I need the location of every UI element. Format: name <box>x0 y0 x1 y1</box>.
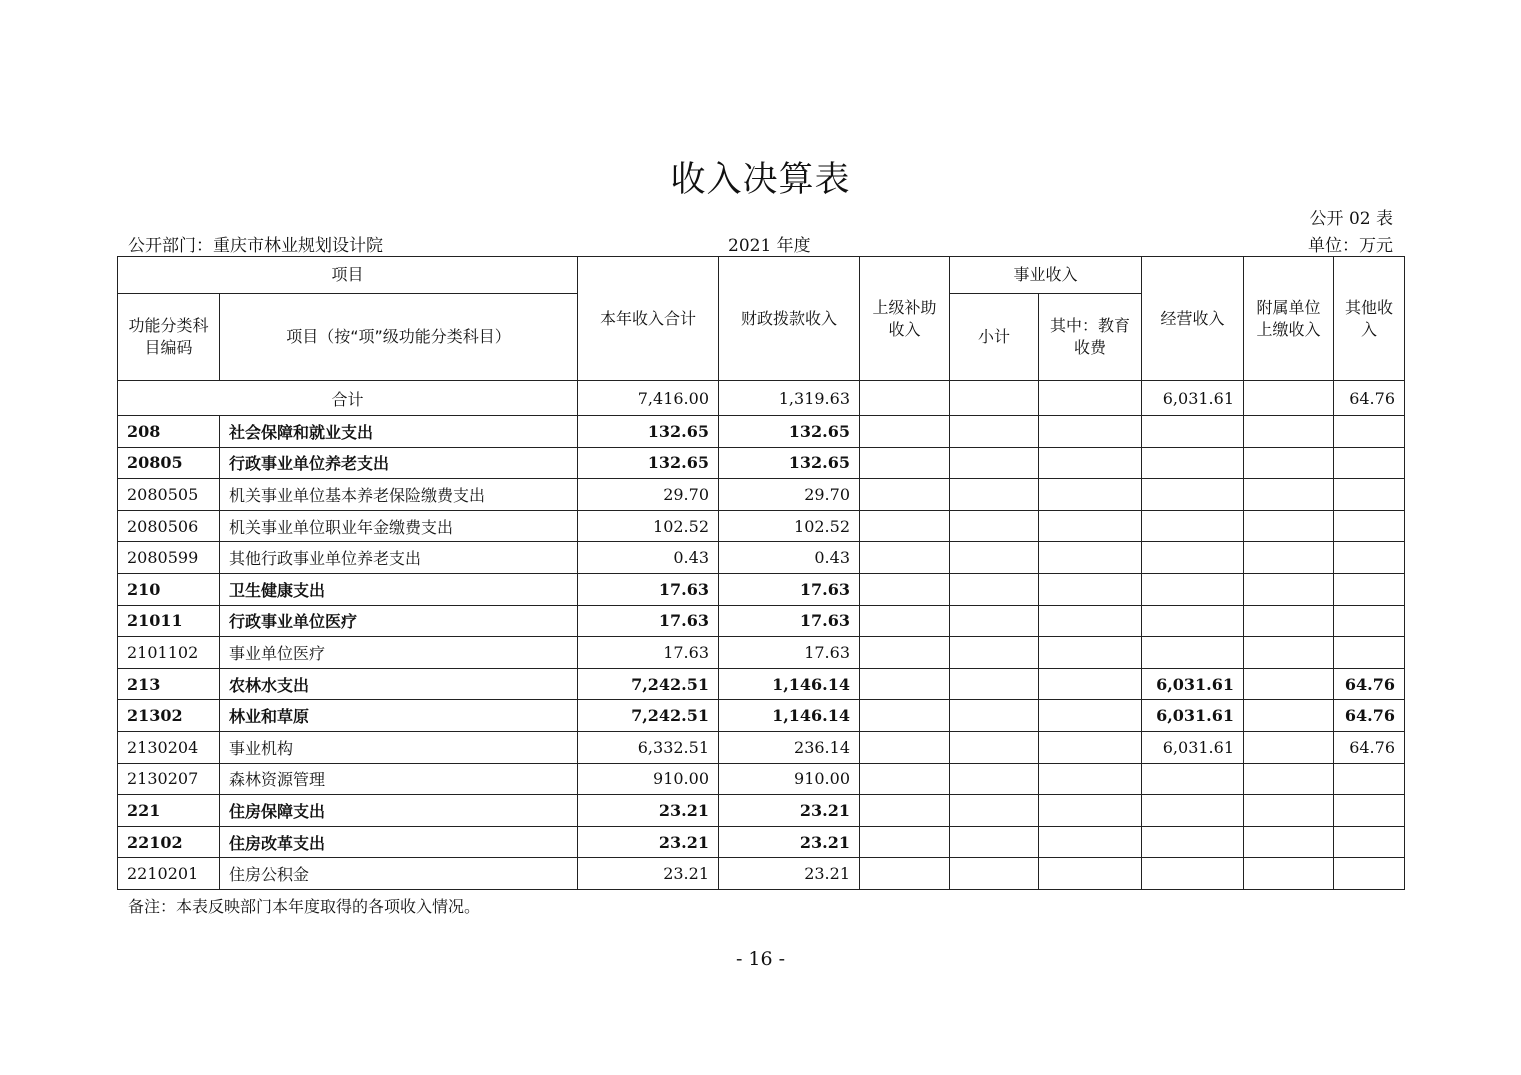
affiliated-cell <box>1244 416 1334 448</box>
subtotal-cell <box>950 416 1039 448</box>
superior-subsidy-cell <box>860 637 950 669</box>
form-number: 公开 02 表 <box>1309 209 1393 229</box>
page-number: - 16 - <box>735 948 786 970</box>
other-cell: 64.76 <box>1334 668 1405 700</box>
operating-cell: 6,031.61 <box>1142 668 1244 700</box>
affiliated-cell <box>1244 795 1334 827</box>
subtotal-cell <box>950 700 1039 732</box>
operating-cell <box>1142 447 1244 479</box>
name-cell: 事业单位医疗 <box>220 637 578 669</box>
other-cell <box>1334 510 1405 542</box>
subtotal-cell <box>950 763 1039 795</box>
table-header <box>118 257 1405 381</box>
total-income-cell: 23.21 <box>578 826 719 858</box>
superior-subsidy-cell <box>860 700 950 732</box>
name-cell: 行政事业单位养老支出 <box>220 447 578 479</box>
operating-cell <box>1142 416 1244 448</box>
superior-subsidy-cell <box>860 447 950 479</box>
total-other-cell: 64.76 <box>1334 381 1405 416</box>
table-row <box>118 731 1405 763</box>
subtotal-cell <box>950 795 1039 827</box>
table-row <box>118 542 1405 574</box>
affiliated-cell <box>1244 573 1334 605</box>
footnote: 备注：本表反映部门本年度取得的各项收入情况。 <box>128 897 481 916</box>
fiscal-cell: 29.70 <box>719 479 860 511</box>
other-cell <box>1334 637 1405 669</box>
superior-subsidy-cell <box>860 479 950 511</box>
other-cell <box>1334 573 1405 605</box>
total-income-cell: 23.21 <box>578 795 719 827</box>
page-title: 收入决算表 <box>670 160 851 200</box>
total-superior-cell <box>860 381 950 416</box>
subtotal-cell <box>950 858 1039 890</box>
header-edu-fee: 其中：教育收费 <box>1039 294 1142 381</box>
header-business-income: 事业收入 <box>950 257 1142 294</box>
fiscal-cell: 1,146.14 <box>719 700 860 732</box>
fiscal-year-label: 2021 年度 <box>728 236 811 256</box>
total-affiliated-cell <box>1244 381 1334 416</box>
edu-fee-cell <box>1039 826 1142 858</box>
other-cell <box>1334 416 1405 448</box>
subtotal-cell <box>950 731 1039 763</box>
subtotal-cell <box>950 637 1039 669</box>
table-row <box>118 763 1405 795</box>
edu-fee-cell <box>1039 479 1142 511</box>
operating-cell <box>1142 826 1244 858</box>
code-cell: 21011 <box>118 605 220 637</box>
code-cell: 22102 <box>118 826 220 858</box>
affiliated-cell <box>1244 447 1334 479</box>
code-cell: 2080505 <box>118 479 220 511</box>
total-row <box>118 381 1405 416</box>
name-cell: 机关事业单位基本养老保险缴费支出 <box>220 479 578 511</box>
name-cell: 机关事业单位职业年金缴费支出 <box>220 510 578 542</box>
total-income-cell: 29.70 <box>578 479 719 511</box>
affiliated-cell <box>1244 731 1334 763</box>
header-other: 其他收入 <box>1334 257 1405 381</box>
subtotal-cell <box>950 573 1039 605</box>
fiscal-cell: 236.14 <box>719 731 860 763</box>
edu-fee-cell <box>1039 700 1142 732</box>
fiscal-cell: 0.43 <box>719 542 860 574</box>
superior-subsidy-cell <box>860 826 950 858</box>
edu-fee-cell <box>1039 605 1142 637</box>
department-label: 公开部门：重庆市林业规划设计院 <box>128 236 383 256</box>
affiliated-cell <box>1244 700 1334 732</box>
other-cell <box>1334 542 1405 574</box>
superior-subsidy-cell <box>860 416 950 448</box>
edu-fee-cell <box>1039 573 1142 605</box>
name-cell: 林业和草原 <box>220 700 578 732</box>
superior-subsidy-cell <box>860 858 950 890</box>
header-operating: 经营收入 <box>1142 257 1244 381</box>
table-row <box>118 826 1405 858</box>
subtotal-cell <box>950 605 1039 637</box>
fiscal-cell: 23.21 <box>719 826 860 858</box>
subtotal-cell <box>950 826 1039 858</box>
affiliated-cell <box>1244 605 1334 637</box>
other-cell <box>1334 763 1405 795</box>
table-row <box>118 447 1405 479</box>
code-cell: 21302 <box>118 700 220 732</box>
total-income-cell: 7,242.51 <box>578 668 719 700</box>
total-edu-fee-cell <box>1039 381 1142 416</box>
subtotal-cell <box>950 542 1039 574</box>
header-subtotal: 小计 <box>950 294 1039 381</box>
superior-subsidy-cell <box>860 573 950 605</box>
total-income-cell: 7,416.00 <box>578 381 719 416</box>
code-cell: 213 <box>118 668 220 700</box>
name-cell: 农林水支出 <box>220 668 578 700</box>
edu-fee-cell <box>1039 668 1142 700</box>
header-superior-subsidy: 上级补助收入 <box>860 257 950 381</box>
edu-fee-cell <box>1039 731 1142 763</box>
total-income-cell: 7,242.51 <box>578 700 719 732</box>
superior-subsidy-cell <box>860 605 950 637</box>
other-cell <box>1334 605 1405 637</box>
total-label: 合计 <box>118 381 578 416</box>
code-cell: 2130204 <box>118 731 220 763</box>
name-cell: 森林资源管理 <box>220 763 578 795</box>
affiliated-cell <box>1244 479 1334 511</box>
name-cell: 住房公积金 <box>220 858 578 890</box>
edu-fee-cell <box>1039 510 1142 542</box>
table-row <box>118 795 1405 827</box>
operating-cell <box>1142 858 1244 890</box>
income-table <box>117 256 1405 890</box>
table-row <box>118 479 1405 511</box>
table-row <box>118 858 1405 890</box>
fiscal-cell: 132.65 <box>719 447 860 479</box>
total-income-cell: 910.00 <box>578 763 719 795</box>
total-income-cell: 17.63 <box>578 605 719 637</box>
edu-fee-cell <box>1039 447 1142 479</box>
operating-cell <box>1142 605 1244 637</box>
subtotal-cell <box>950 479 1039 511</box>
table-body <box>118 381 1405 890</box>
code-cell: 2080599 <box>118 542 220 574</box>
total-fiscal-cell: 1,319.63 <box>719 381 860 416</box>
operating-cell <box>1142 637 1244 669</box>
operating-cell <box>1142 763 1244 795</box>
fiscal-cell: 17.63 <box>719 605 860 637</box>
superior-subsidy-cell <box>860 795 950 827</box>
affiliated-cell <box>1244 510 1334 542</box>
name-cell: 住房改革支出 <box>220 826 578 858</box>
code-cell: 208 <box>118 416 220 448</box>
subtotal-cell <box>950 668 1039 700</box>
operating-cell: 6,031.61 <box>1142 700 1244 732</box>
superior-subsidy-cell <box>860 763 950 795</box>
table-row <box>118 605 1405 637</box>
fiscal-cell: 102.52 <box>719 510 860 542</box>
header-affiliated: 附属单位上缴收入 <box>1244 257 1334 381</box>
edu-fee-cell <box>1039 637 1142 669</box>
fiscal-cell: 910.00 <box>719 763 860 795</box>
superior-subsidy-cell <box>860 668 950 700</box>
other-cell <box>1334 447 1405 479</box>
unit-label: 单位：万元 <box>1308 236 1393 256</box>
code-cell: 2130207 <box>118 763 220 795</box>
name-cell: 行政事业单位医疗 <box>220 605 578 637</box>
other-cell <box>1334 826 1405 858</box>
name-cell: 住房保障支出 <box>220 795 578 827</box>
name-cell: 其他行政事业单位养老支出 <box>220 542 578 574</box>
table-row <box>118 510 1405 542</box>
name-cell: 事业机构 <box>220 731 578 763</box>
total-income-cell: 23.21 <box>578 858 719 890</box>
total-operating-cell: 6,031.61 <box>1142 381 1244 416</box>
affiliated-cell <box>1244 763 1334 795</box>
code-cell: 210 <box>118 573 220 605</box>
affiliated-cell <box>1244 826 1334 858</box>
header-func-code: 功能分类科目编码 <box>118 294 220 381</box>
affiliated-cell <box>1244 858 1334 890</box>
fiscal-cell: 1,146.14 <box>719 668 860 700</box>
edu-fee-cell <box>1039 795 1142 827</box>
subtotal-cell <box>950 510 1039 542</box>
code-cell: 2101102 <box>118 637 220 669</box>
header-total-income: 本年收入合计 <box>578 257 719 381</box>
operating-cell <box>1142 795 1244 827</box>
total-income-cell: 0.43 <box>578 542 719 574</box>
operating-cell <box>1142 479 1244 511</box>
superior-subsidy-cell <box>860 510 950 542</box>
affiliated-cell <box>1244 668 1334 700</box>
total-income-cell: 132.65 <box>578 447 719 479</box>
total-income-cell: 17.63 <box>578 637 719 669</box>
table-row <box>118 700 1405 732</box>
total-subtotal-cell <box>950 381 1039 416</box>
table-row <box>118 573 1405 605</box>
table-row <box>118 416 1405 448</box>
superior-subsidy-cell <box>860 542 950 574</box>
operating-cell: 6,031.61 <box>1142 731 1244 763</box>
edu-fee-cell <box>1039 416 1142 448</box>
other-cell: 64.76 <box>1334 731 1405 763</box>
operating-cell <box>1142 542 1244 574</box>
header-project: 项目 <box>118 257 578 294</box>
table-row <box>118 668 1405 700</box>
table-row <box>118 637 1405 669</box>
code-cell: 221 <box>118 795 220 827</box>
code-cell: 2210201 <box>118 858 220 890</box>
total-income-cell: 102.52 <box>578 510 719 542</box>
subtotal-cell <box>950 447 1039 479</box>
fiscal-cell: 17.63 <box>719 573 860 605</box>
edu-fee-cell <box>1039 542 1142 574</box>
header-project-name: 项目（按“项”级功能分类科目） <box>220 294 578 381</box>
total-income-cell: 132.65 <box>578 416 719 448</box>
code-cell: 2080506 <box>118 510 220 542</box>
operating-cell <box>1142 510 1244 542</box>
other-cell <box>1334 479 1405 511</box>
other-cell: 64.76 <box>1334 700 1405 732</box>
superior-subsidy-cell <box>860 731 950 763</box>
affiliated-cell <box>1244 542 1334 574</box>
fiscal-cell: 17.63 <box>719 637 860 669</box>
total-income-cell: 6,332.51 <box>578 731 719 763</box>
fiscal-cell: 132.65 <box>719 416 860 448</box>
total-income-cell: 17.63 <box>578 573 719 605</box>
meta-row <box>128 231 1393 256</box>
other-cell <box>1334 795 1405 827</box>
fiscal-cell: 23.21 <box>719 795 860 827</box>
other-cell <box>1334 858 1405 890</box>
header-fiscal: 财政拨款收入 <box>719 257 860 381</box>
edu-fee-cell <box>1039 763 1142 795</box>
code-cell: 20805 <box>118 447 220 479</box>
operating-cell <box>1142 573 1244 605</box>
name-cell: 卫生健康支出 <box>220 573 578 605</box>
name-cell: 社会保障和就业支出 <box>220 416 578 448</box>
fiscal-cell: 23.21 <box>719 858 860 890</box>
edu-fee-cell <box>1039 858 1142 890</box>
affiliated-cell <box>1244 637 1334 669</box>
